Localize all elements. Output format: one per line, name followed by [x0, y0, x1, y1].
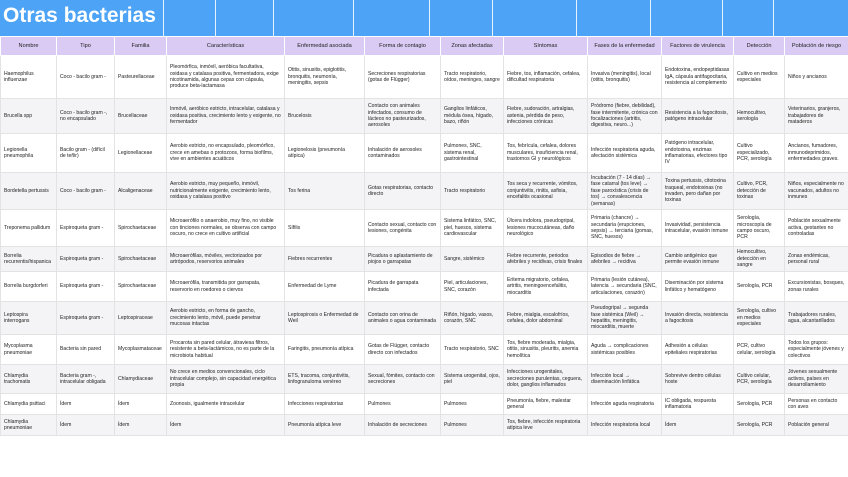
title-cell[interactable] — [274, 0, 354, 36]
table-cell[interactable]: Borrelia recurrentis/hispanica — [1, 247, 57, 272]
table-cell[interactable]: Mycoplasmataceae — [115, 335, 167, 365]
table-cell[interactable]: Personas en contacto con aves — [785, 394, 848, 415]
table-cell[interactable]: Spirochaetaceae — [115, 210, 167, 247]
table-cell[interactable]: Chlamydia psittaci — [1, 394, 57, 415]
table-cell[interactable]: Faringitis, pneumonía atípica — [285, 335, 365, 365]
table-cell[interactable]: Fiebre recurrente, periodos afebriles y recidivas, crisis finales — [504, 247, 588, 272]
table-cell[interactable]: Legionella pneumophila — [1, 134, 57, 173]
table-cell[interactable]: Otitis, sinusitis, epiglotitis, bronquitis, neumonía, meningitis, sepsis — [285, 56, 365, 99]
table-cell[interactable]: Pseudogripal → segunda fase sistémica (Weil) → hepatitis, meningitis, miocarditis, muerte — [588, 302, 662, 335]
bacteria-table — [0, 36, 848, 436]
header-sintomas[interactable]: Síntomas — [504, 37, 588, 56]
table-cell[interactable]: ETS, tracoma, conjuntivitis, linfogranuloma venéreo — [285, 365, 365, 394]
table-cell[interactable]: Bacteria sin pared — [57, 335, 115, 365]
table-cell[interactable]: Episodios de fiebre → afebriles → recidiva — [588, 247, 662, 272]
table-cell[interactable]: Sangre, sistémico — [441, 247, 504, 272]
table-cell[interactable]: Alcaligenaceae — [115, 173, 167, 210]
table-cell[interactable]: Riñón, hígado, vasos, corazón, SNC — [441, 302, 504, 335]
table-row — [1, 210, 848, 247]
table-cell[interactable]: Serología, cultivo en medios especiales — [734, 302, 785, 335]
table-cell[interactable]: Todos los grupos: especialmente jóvenes y colectivos — [785, 335, 848, 365]
table-cell[interactable]: Sobrevive dentro células hoste — [662, 365, 734, 394]
table-cell[interactable]: Toxina pertussis, citotoxina traqueal, endotoxinas (no invaden, pero dañan por toxinas — [662, 173, 734, 210]
table-cell[interactable]: Procarota sin pared celular, átraviesa filtros, resistente a beta-lactámicos, no es parte de la microbiota habitual — [167, 335, 285, 365]
table-row — [1, 56, 848, 99]
table-cell[interactable]: Cultivo especializado, PCR, serología — [734, 134, 785, 173]
table-cell[interactable]: Trabajadores rurales, agua, alcantarillados — [785, 302, 848, 335]
header-poblacion[interactable]: Población de riesgo — [785, 37, 848, 56]
table-cell[interactable]: Primaria (chancre) → secundaria (erupciones, sepsis) → terciaria (gomas, SNC, huesos) — [588, 210, 662, 247]
table-cell[interactable]: Fiebre, mialgia, escalofríos, cefalea, dolor abdominal — [504, 302, 588, 335]
table-cell[interactable]: Veterinarios, granjeros, trabajadores de mataderos — [785, 99, 848, 134]
table-cell[interactable]: Cultivo en medios especiales — [734, 56, 785, 99]
table-cell[interactable]: Ídem — [57, 394, 115, 415]
table-cell[interactable]: Microaerófilo o anaerobio, muy fino, no visible con tinciones normales, se observa con campo oscuro, no crece en cultivo artificial — [167, 210, 285, 247]
table-row — [1, 335, 848, 365]
table-cell[interactable]: Gotas de Flügger, contacto directo con infectados — [365, 335, 441, 365]
table-cell[interactable]: Pulmones — [365, 394, 441, 415]
table-row — [1, 134, 848, 173]
table-cell[interactable]: Contacto con orina de animales o agua contaminada — [365, 302, 441, 335]
table-cell[interactable]: Ancianos, fumadores, inmunodeprimidos, enfermedades graves. — [785, 134, 848, 173]
table-cell[interactable]: Inhalación de aerosoles contaminados — [365, 134, 441, 173]
table-cell[interactable]: Leptospira interrogans — [1, 302, 57, 335]
table-row — [1, 394, 848, 415]
table-cell[interactable]: Adhesión a células epiteliales respiratorias — [662, 335, 734, 365]
title-cell[interactable] — [774, 0, 848, 36]
table-cell[interactable]: Serología, PCR — [734, 394, 785, 415]
table-cell[interactable]: No crece en medios convencionales, ciclo intracelular complejo, sin capacidad energética propia — [167, 365, 285, 394]
table-cell[interactable]: Brucella spp — [1, 99, 57, 134]
table-cell[interactable]: Pulmones, SNC, sistema renal, gastrointestinal — [441, 134, 504, 173]
table-cell[interactable]: Invasiva (meningitis), local (otitis, bronquitis) — [588, 56, 662, 99]
table-cell[interactable]: Niños y ancianos — [785, 56, 848, 99]
table-cell[interactable]: Contacto sexual, contacto con lesiones, congénita — [365, 210, 441, 247]
table-cell[interactable]: Invasividad, persistencia intracelular, evasión inmune — [662, 210, 734, 247]
title-cell[interactable] — [723, 0, 774, 36]
table-cell[interactable]: Treponema pallidum — [1, 210, 57, 247]
table-cell[interactable]: Tos ferina — [285, 173, 365, 210]
table-cell[interactable]: Pródromo (fiebre, debilidad), fase intermitente, crónica con focalizaciones (artritis, digestiva, neuro...) — [588, 99, 662, 134]
table-cell[interactable]: Jóvenes sexualmente activos, países en desarrollamiento — [785, 365, 848, 394]
header-zonas[interactable]: Zonas afectadas — [441, 37, 504, 56]
table-cell[interactable]: Tracto respiratorio, SNC — [441, 335, 504, 365]
table-row — [1, 365, 848, 394]
table-cell[interactable]: Fiebre, tos, inflamación, cefalea, dificultad respiratoria — [504, 56, 588, 99]
table-cell[interactable]: Aguda → complicaciones sistémicas posibles — [588, 335, 662, 365]
table-cell[interactable]: Pneumonía atípica leve — [285, 415, 365, 436]
table-cell[interactable]: Infecciones respiratorias — [285, 394, 365, 415]
table-cell[interactable]: Pasteurellaceae — [115, 56, 167, 99]
table-body — [1, 56, 848, 436]
title-cell[interactable] — [216, 0, 274, 36]
table-cell[interactable]: Inhalación de secreciones — [365, 415, 441, 436]
table-cell[interactable]: Ídem — [662, 415, 734, 436]
table-cell[interactable]: Zoonosis, igualmente intracelular — [167, 394, 285, 415]
header-virulencia[interactable]: Factores de virulencia — [662, 37, 734, 56]
table-row — [1, 173, 848, 210]
title-cell[interactable] — [164, 0, 216, 36]
table-cell[interactable]: Coco - bacilo gram -, no encapsulado — [57, 99, 115, 134]
table-cell[interactable]: Inmóvil, aeróbico estricto, intracelular, catalasa y oxidasa positiva, crecimiento lento y exigente, no fermentador — [167, 99, 285, 134]
table-row — [1, 302, 848, 335]
table-cell[interactable]: Legionellaceae — [115, 134, 167, 173]
table-cell[interactable]: Tos, febrícula, cefalea, dolores musculares, insuficiencia renal, trastornos GI y neurológicos — [504, 134, 588, 173]
title-bar — [0, 0, 848, 36]
table-cell[interactable]: Gotas respiratorias, contacto directo — [365, 173, 441, 210]
table-cell[interactable]: Ídem — [115, 415, 167, 436]
table-cell[interactable]: Tos, fiebre moderada, mialgia, otitis, sinusitis, pleuritis, anemia hemolítica — [504, 335, 588, 365]
table-cell[interactable]: Coco - bacilo gram - — [57, 56, 115, 99]
table-cell[interactable]: Bacteria gram -, intracelular obligada — [57, 365, 115, 394]
table-cell[interactable]: Serología, microscopía de campo oscuro, PCR — [734, 210, 785, 247]
table-cell[interactable]: Spirochaetaceae — [115, 272, 167, 302]
title-cell[interactable] — [493, 0, 577, 36]
table-cell[interactable]: Chlamydia pneumoniae — [1, 415, 57, 436]
table-cell[interactable]: Hemocultivo, detección en sangre — [734, 247, 785, 272]
table-cell[interactable]: Piel, articulaciones, SNC, corazón — [441, 272, 504, 302]
table-cell[interactable]: Aerobio estricto, no encapsulado, pleomórfico, crece en amebas o protozoos, forma biofilms, vive en ambientes acuáticos — [167, 134, 285, 173]
table-cell[interactable]: Contacto con animales infectados, consumo de lácteos no pasteurizados, aerosoles — [365, 99, 441, 134]
table-cell[interactable]: Fiebre, sudoración, artralgias, astenia, pérdida de peso, infecciones crónicas — [504, 99, 588, 134]
table-cell[interactable]: Sexual, fómites, contacto con secreciones — [365, 365, 441, 394]
table-cell[interactable]: Legionelosis (pneumonía atípica) — [285, 134, 365, 173]
table-cell[interactable]: Ídem — [57, 415, 115, 436]
table-cell[interactable]: Espiroqueta gram - — [57, 272, 115, 302]
table-cell[interactable]: Cultivo celular, PCR, serología — [734, 365, 785, 394]
table-row — [1, 415, 848, 436]
table-cell[interactable]: Sífilis — [285, 210, 365, 247]
header-tipo[interactable]: Tipo — [57, 37, 115, 56]
table-cell[interactable]: Ídem — [167, 415, 285, 436]
table-cell[interactable]: Cultivo, PCR, detección de toxinas — [734, 173, 785, 210]
title-cell[interactable] — [651, 0, 723, 36]
table-cell[interactable]: Sistema linfático, SNC, piel, huesos, sistema cardiovascular — [441, 210, 504, 247]
table-cell[interactable]: Sistema urogenital, ojos, piel — [441, 365, 504, 394]
table-row — [1, 272, 848, 302]
sheet-title: Otras bacterias — [3, 4, 156, 27]
table-cell[interactable]: Cambio antigénico que permite evasión inmune — [662, 247, 734, 272]
table-cell[interactable]: IC obligada, respuesta inflamatoria — [662, 394, 734, 415]
table-cell[interactable]: Tracto respiratorio, oídos, meninges, sangre — [441, 56, 504, 99]
table-cell[interactable]: Chlamydia trachomatis — [1, 365, 57, 394]
header-enfermedad[interactable]: Enfermedad asociada — [285, 37, 365, 56]
table-cell[interactable]: Leptospiraceae — [115, 302, 167, 335]
table-cell[interactable]: Infección local → diseminación linfática — [588, 365, 662, 394]
table-cell[interactable]: Serología, PCR — [734, 415, 785, 436]
table-cell[interactable]: Diseminación por sistema linfático y hematógeno — [662, 272, 734, 302]
table-cell[interactable]: Aerobio estricto, en forma de gancho, crecimiento lento, móvil, puede penetrar mucosas intactas — [167, 302, 285, 335]
header-nombre[interactable]: Nombre — [1, 37, 57, 56]
table-cell[interactable]: Pulmones — [441, 394, 504, 415]
table-cell[interactable]: Espiroqueta gram - — [57, 247, 115, 272]
table-cell[interactable]: Secreciones respiratorias (gotas de Flügger) — [365, 56, 441, 99]
table-cell[interactable]: Población general — [785, 415, 848, 436]
table-cell[interactable]: Picadura o aplastamiento de piojos o garrapatas — [365, 247, 441, 272]
table-cell[interactable]: Mycoplasma pneumoniae — [1, 335, 57, 365]
title-cell[interactable] — [430, 0, 493, 36]
table-cell[interactable]: Brucellaceae — [115, 99, 167, 134]
table-cell[interactable]: Espiroqueta gram - — [57, 302, 115, 335]
table-cell[interactable]: Ídem — [115, 394, 167, 415]
table-cell[interactable]: Bordetella pertussis — [1, 173, 57, 210]
table-cell[interactable]: Bacilo gram - (difícil de teñir) — [57, 134, 115, 173]
table-cell[interactable]: Haemophilus influenzae — [1, 56, 57, 99]
table-cell[interactable]: Zonas endémicas, personal rural — [785, 247, 848, 272]
title-cell[interactable] — [0, 0, 164, 36]
header-contagio[interactable]: Forma de contagio — [365, 37, 441, 56]
table-cell[interactable]: Infecciones urogenitales, secreciones purulentas, ceguera, dolor, ganglios inflamados — [504, 365, 588, 394]
table-cell[interactable]: Hemocultivo, serología — [734, 99, 785, 134]
table-cell[interactable]: Picadura de garrapata infectada — [365, 272, 441, 302]
table-cell[interactable]: Tos seca y recurrente, vómitos, conjuntivitis, rinitis, asfixia, encefalitis ocasional — [504, 173, 588, 210]
header-caracteristicas[interactable]: Características — [167, 37, 285, 56]
table-row — [1, 99, 848, 134]
table-cell[interactable]: Úlcera indolora, pseudogripal, lesiones mucocutáneas, daño neurológico — [504, 210, 588, 247]
table-cell[interactable]: Brucelosis — [285, 99, 365, 134]
table-cell[interactable]: Población sexualmente activa, gestantes no controladas — [785, 210, 848, 247]
title-cell[interactable] — [354, 0, 430, 36]
table-cell[interactable]: Coco - bacilo gram - — [57, 173, 115, 210]
table-cell[interactable]: Pneumonía, fiebre, malestar general — [504, 394, 588, 415]
table-cell[interactable]: Pleomórfica, inmóvil, aeróbica facultativa, oxidasa y catalasa positiva, fermentadora, exige nicotinamida, algunas cepas con cápsula, produce beta-lactamasa — [167, 56, 285, 99]
table-cell[interactable]: Enfermedad de Lyme — [285, 272, 365, 302]
table-cell[interactable]: Microaerófila, transmitida por garrapata, reservorio en roedores o ciervos — [167, 272, 285, 302]
header-row — [1, 37, 848, 56]
table-cell[interactable]: Infección respiratoria aguda, afectación sistémica — [588, 134, 662, 173]
table-cell[interactable]: Primaria (lesión cutánea), latencia → secundaria (SNC, articulaciones, corazón) — [588, 272, 662, 302]
table-cell[interactable]: Chlamydiaceae — [115, 365, 167, 394]
table-cell[interactable]: Excursionistas, bosques, zonas rurales — [785, 272, 848, 302]
table-cell[interactable]: Espiroqueta gram - — [57, 210, 115, 247]
table-cell[interactable]: Serología, PCR — [734, 272, 785, 302]
table-cell[interactable]: Eritema migratorio, cefalea, artritis, meningoencefalitis, miocarditis — [504, 272, 588, 302]
table-cell[interactable]: Ganglios linfáticos, médula ósea, hígado, bazo, riñón — [441, 99, 504, 134]
table-cell[interactable]: Endotoxina, endopeptidasas IgA, cápsula antifagocitaria, resistencia al complemento — [662, 56, 734, 99]
table-cell[interactable]: Infección respiratoria local — [588, 415, 662, 436]
table-cell[interactable]: Aerobio estricto, muy pequeño, inmóvil, nutricionalmente exigente, crecimiento lento, oxidasa y catalasa positivo — [167, 173, 285, 210]
table-cell[interactable]: Spirochaetaceae — [115, 247, 167, 272]
table-cell[interactable]: Incubación (7 - 14 días) → fase catarral (tos leve) → fase paroxística (crisis de tos) → convalescencia (semanas) — [588, 173, 662, 210]
table-cell[interactable]: Niños, especialmente no vacunados, adultos no inmunes — [785, 173, 848, 210]
table-cell[interactable]: Invasión directa, resistencia a fagocitosis — [662, 302, 734, 335]
header-familia[interactable]: Familia — [115, 37, 167, 56]
title-cell[interactable] — [577, 0, 651, 36]
table-cell[interactable]: Tracto respiratorio — [441, 173, 504, 210]
table-cell[interactable]: Pulmones — [441, 415, 504, 436]
table-cell[interactable]: Microaerófilas, móviles, vectorizados por artrópodos, reservorios animales — [167, 247, 285, 272]
table-cell[interactable]: PCR, cultivo celular, serología — [734, 335, 785, 365]
table-cell[interactable]: Infección aguda respiratoria — [588, 394, 662, 415]
header-fases[interactable]: Fases de la enfermedad — [588, 37, 662, 56]
table-cell[interactable]: Borrelia burgdorferi — [1, 272, 57, 302]
table-cell[interactable]: Leptospirosis o Enfermedad de Weil — [285, 302, 365, 335]
header-deteccion[interactable]: Detección — [734, 37, 785, 56]
table-cell[interactable]: Tos, fiebre, infección respiratoria atípica leve — [504, 415, 588, 436]
table-cell[interactable]: Fiebres recurrentes — [285, 247, 365, 272]
table-cell[interactable]: Patógeno intracelular, endotoxina, enzimas inflamatorias, efectores tipo IV — [662, 134, 734, 173]
table-cell[interactable]: Resistencia a la fagocitosis, patógeno intracelular — [662, 99, 734, 134]
table-row — [1, 247, 848, 272]
